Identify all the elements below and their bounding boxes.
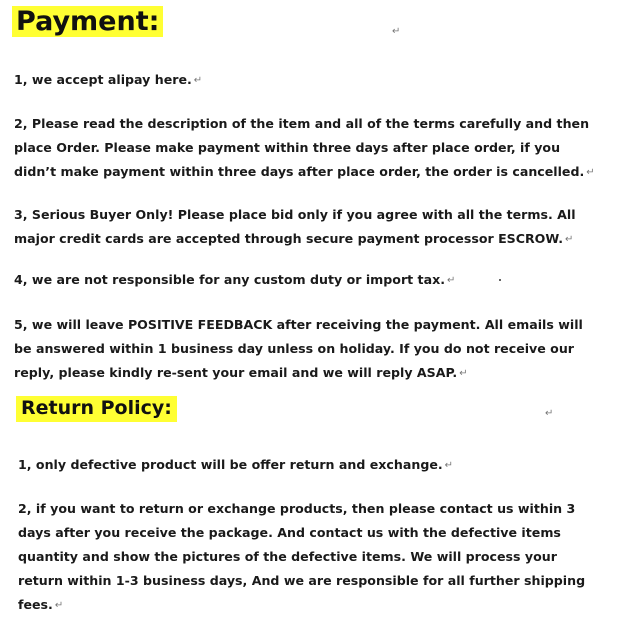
paragraph-mark-icon: ↵	[54, 600, 64, 611]
stray-dot	[499, 279, 501, 281]
paragraph-mark-icon: ↵	[444, 460, 454, 471]
payment-heading: Payment:	[12, 6, 163, 37]
payment-item-1: 1, we accept alipay here. ↵	[14, 72, 203, 87]
paragraph-mark-icon: ↵	[193, 75, 203, 86]
payment-item-5: 5, we will leave POSITIVE FEEDBACK after receiving the payment. All emails will be answered within 1 business day unless on holiday. If you do not receive our reply, please kindly re-sent your email and we will reply ASAP. ↵	[14, 317, 583, 380]
payment-item-3: 3, Serious Buyer Only! Please place bid only if you agree with all the terms. All major credit cards are accepted through secure payment processor ESCROW. ↵	[14, 207, 576, 246]
paragraph-mark-icon: ↵	[446, 275, 456, 286]
payment-item-2: 2, Please read the description of the item and all of the terms carefully and then place Order. Please make payment within three days after place order, if you didn’t make payment within three days after place order, the order is cancelled. ↵	[14, 116, 595, 179]
paragraph-mark-icon: ↵	[545, 408, 554, 419]
paragraph-mark-icon: ↵	[459, 368, 468, 379]
return-item-2: 2, if you want to return or exchange products, then please contact us within 3 days after you receive the package. And contact us with the defective items quantity and show the pictures of the defective items. We will process your return within 1-3 business days, And we are responsible for all further shipping fees. ↵	[18, 501, 586, 612]
paragraph-mark-icon: ↵	[392, 26, 401, 37]
paragraph-mark-icon: ↵	[586, 167, 595, 178]
paragraph-mark-icon: ↵	[565, 234, 574, 245]
return-policy-heading: Return Policy:	[16, 396, 177, 422]
return-item-1: 1, only defective product will be offer return and exchange. ↵	[18, 457, 454, 472]
payment-item-4: 4, we are not responsible for any custom duty or import tax. ↵	[14, 272, 456, 287]
